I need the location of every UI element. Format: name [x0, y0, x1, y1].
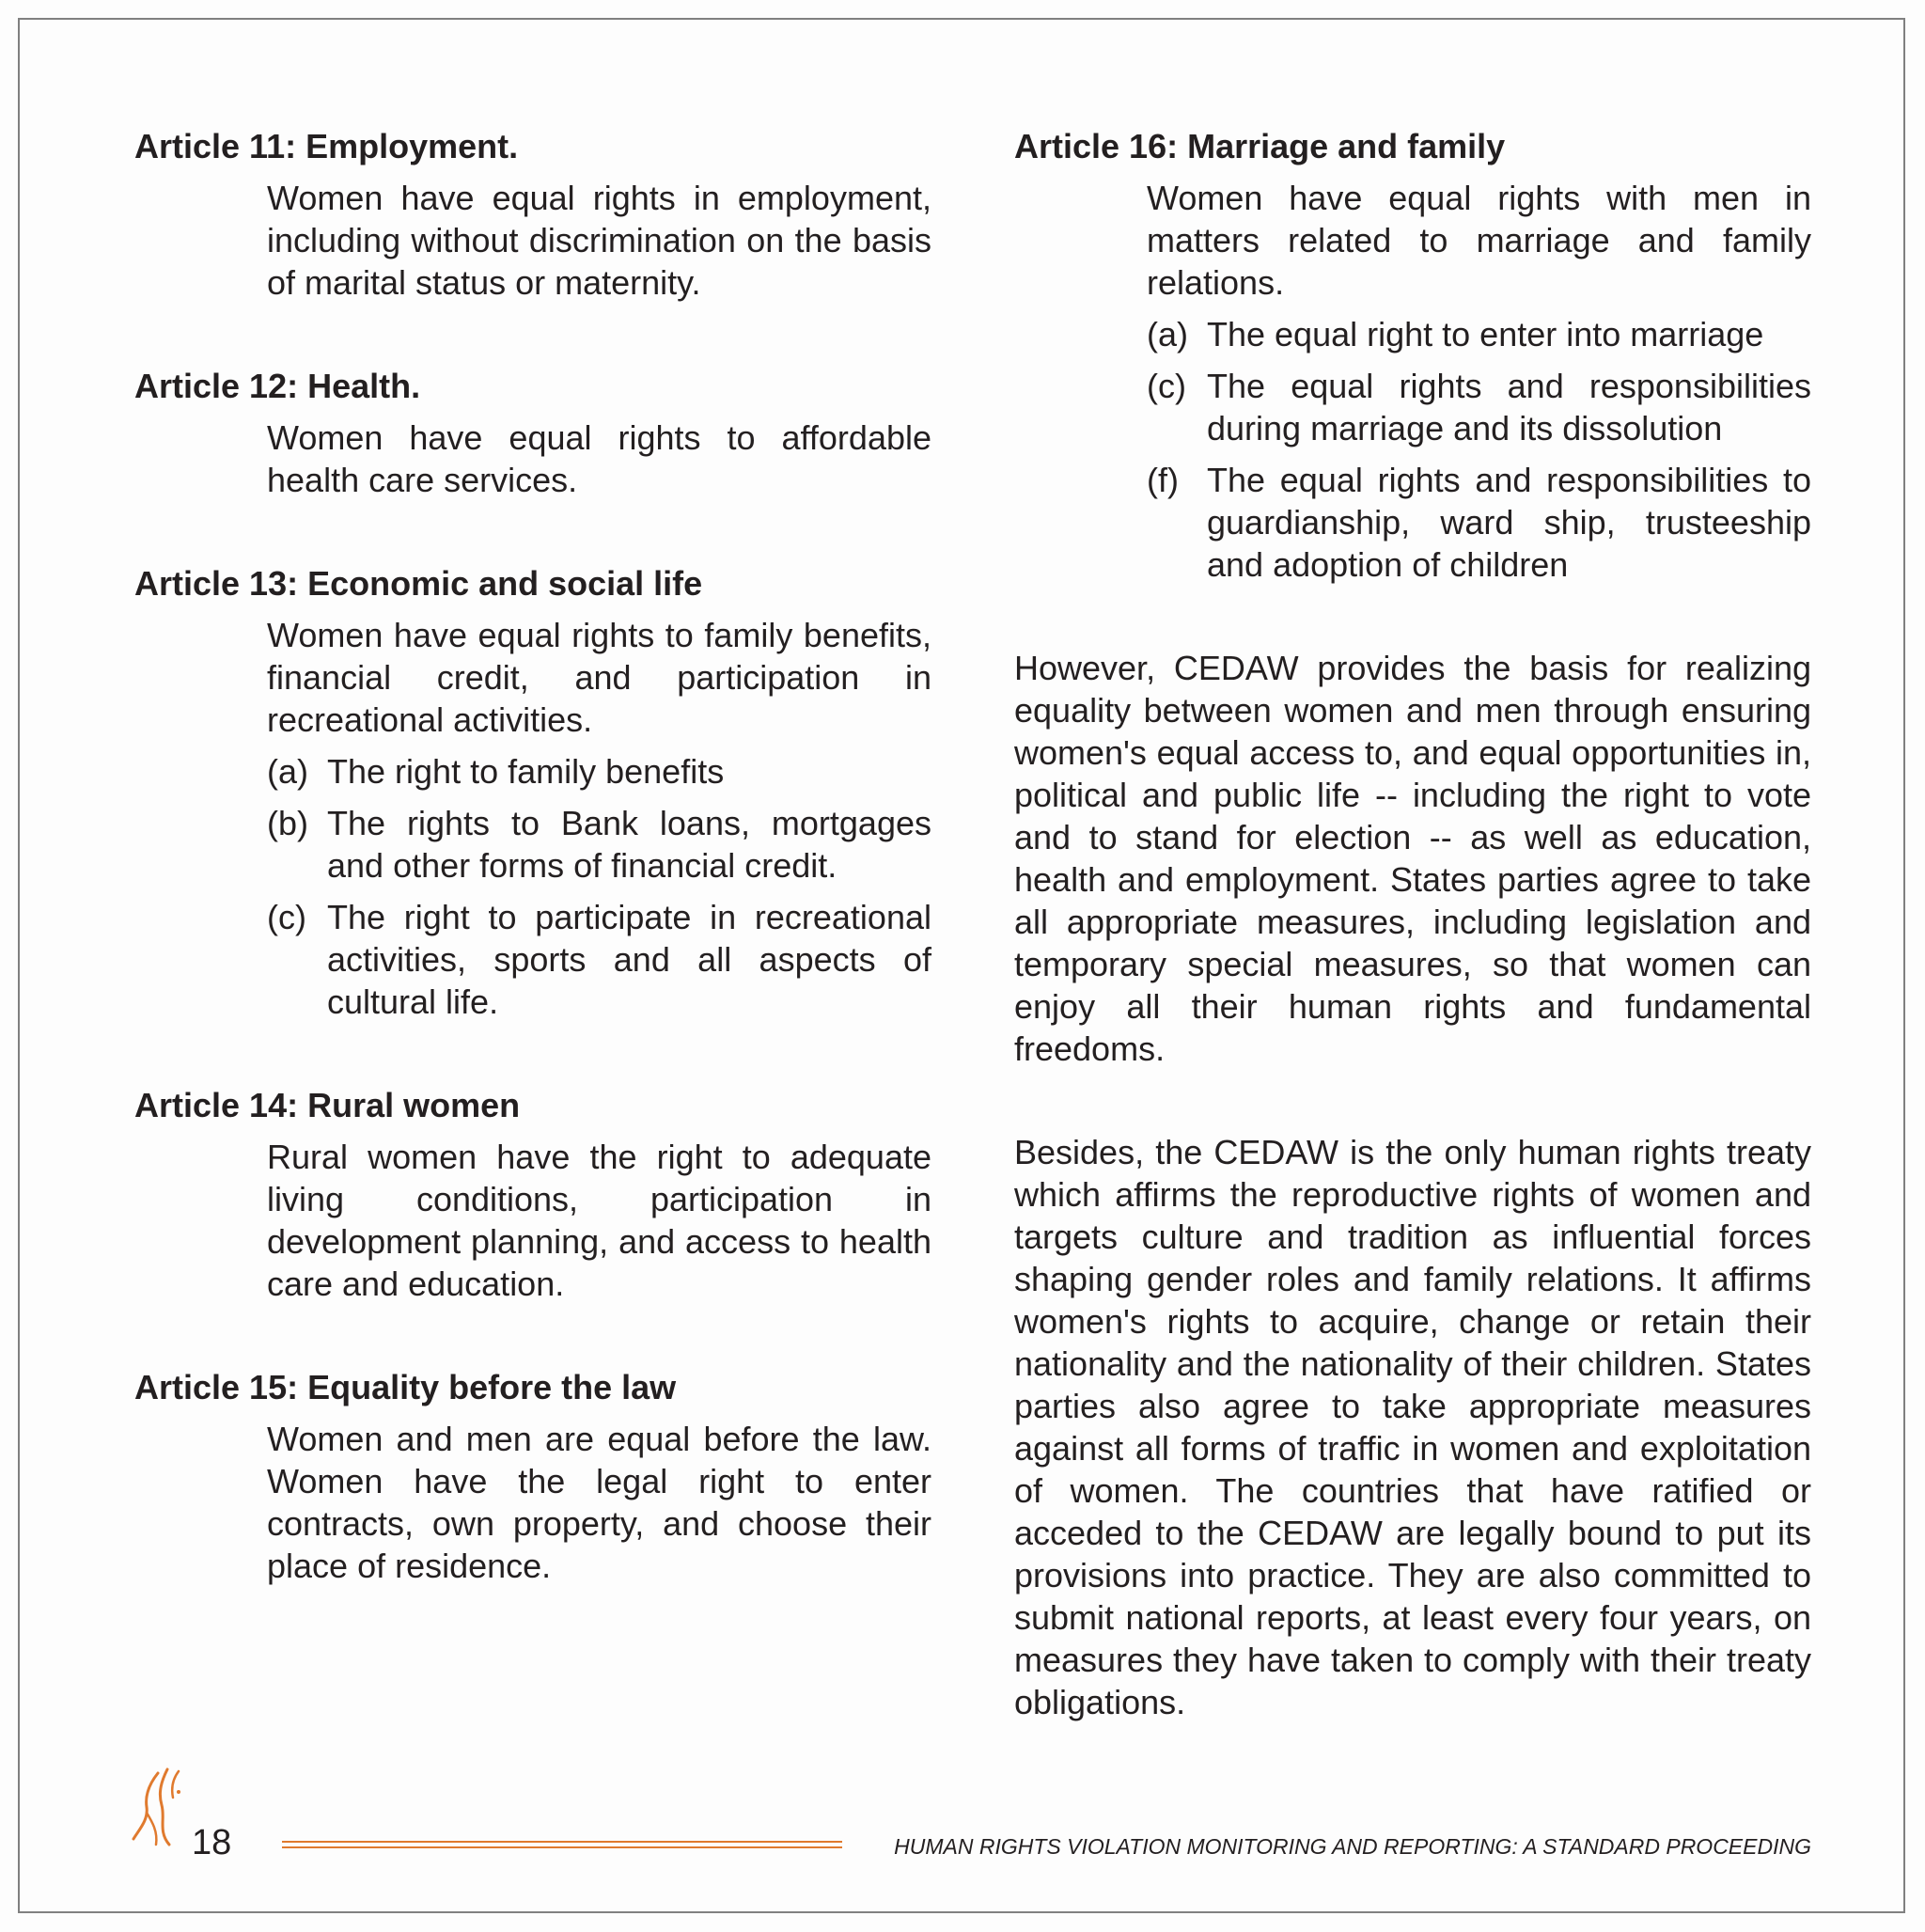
article-body [267, 416, 931, 501]
article-body [1147, 177, 1811, 586]
list-item-text: The rights to Bank loans, mortgages and other forms of financial credit. [327, 804, 931, 885]
list-item-text: The right to family benefits [327, 752, 725, 791]
page-number: 18 [192, 1823, 232, 1862]
article-body [267, 177, 931, 304]
article-text: Women have equal rights with men in matters related to marriage and family relations. [1147, 179, 1811, 302]
left-column [134, 125, 931, 1587]
article-heading: Article 13: Economic and social life [134, 564, 703, 603]
list-item-label: (b) [267, 804, 308, 842]
article-body [267, 1136, 931, 1305]
list-item [1147, 459, 1811, 586]
list-item [267, 802, 931, 887]
list-item-text: The equal right to enter into marriage [1207, 315, 1764, 353]
list-item-text: The right to participate in recreational activities, sports and all aspects of cultural life. [327, 898, 931, 1021]
list-item-label: (a) [267, 752, 308, 791]
list-item [1147, 313, 1811, 355]
list-item [267, 750, 931, 793]
list-item-text: The equal rights and responsibilities during marriage and its dissolution [1207, 367, 1811, 448]
article-14 [134, 1084, 931, 1305]
list-item-label: (c) [267, 898, 306, 936]
article-body [267, 614, 931, 1023]
article-text: Women have equal rights to family benefits, financial credit, and participation in recreational activities. [267, 616, 931, 739]
article-12 [134, 365, 931, 501]
article-text: Rural women have the right to adequate living conditions, participation in development planning, and access to health care and education. [267, 1138, 931, 1303]
article-heading: Article 15: Equality before the law [134, 1368, 677, 1406]
list-item-label: (f) [1147, 461, 1179, 499]
article-heading: Article 16: Marriage and family [1014, 127, 1506, 165]
right-column [1014, 125, 1811, 1723]
body-paragraph: Besides, the CEDAW is the only human rights treaty which affirms the reproductive rights of women and targets culture and tradition as influential forces shaping gender roles and family relations. It affirms women's rights to acquire, change or retain their nationality and the nationality of their children. States parties also agree to take appropriate measures against all forms of traffic in women and exploitation of women. The countries that have ratified or acceded to the CEDAW are legally bound to put its provisions into practice. They are also committed to submit national reports, at least every four years, on measures they have taken to comply with their treaty obligations. [1014, 1133, 1811, 1721]
article-heading: Article 14: Rural women [134, 1086, 521, 1124]
article-11 [134, 125, 931, 304]
article-13 [134, 562, 931, 1023]
list-item-label: (a) [1147, 315, 1188, 353]
list-item-label: (c) [1147, 367, 1186, 405]
figures-logo-icon [130, 1766, 196, 1850]
footer-divider [282, 1841, 842, 1848]
running-footer-title: HUMAN RIGHTS VIOLATION MONITORING AND REPORTING: A STANDARD PROCEEDING [894, 1834, 1811, 1859]
list-item [1147, 365, 1811, 449]
article-text: Women and men are equal before the law. Women have the legal right to enter contracts, own property, and choose their place of residence. [267, 1420, 931, 1585]
article-16 [1014, 125, 1811, 586]
article-heading: Article 11: Employment. [134, 127, 519, 165]
list-item [267, 896, 931, 1023]
body-paragraph: However, CEDAW provides the basis for realizing equality between women and men through ensuring women's equal access to, and equal opportunities in, political and public life -- including the right to vote and to stand for election -- as well as education, health and employment. States parties agree to take all appropriate measures, including legislation and temporary special measures, so that women can enjoy all their human rights and fundamental freedoms. [1014, 649, 1811, 1068]
article-text: Women have equal rights in employment, including without discrimination on the basis of marital status or maternity. [267, 179, 931, 302]
article-body [267, 1418, 931, 1587]
article-heading: Article 12: Health. [134, 367, 421, 405]
article-15 [134, 1366, 931, 1587]
list-item-text: The equal rights and responsibilities to guardianship, ward ship, trusteeship and adoption of children [1207, 461, 1811, 584]
article-text: Women have equal rights to affordable health care services. [267, 418, 931, 499]
